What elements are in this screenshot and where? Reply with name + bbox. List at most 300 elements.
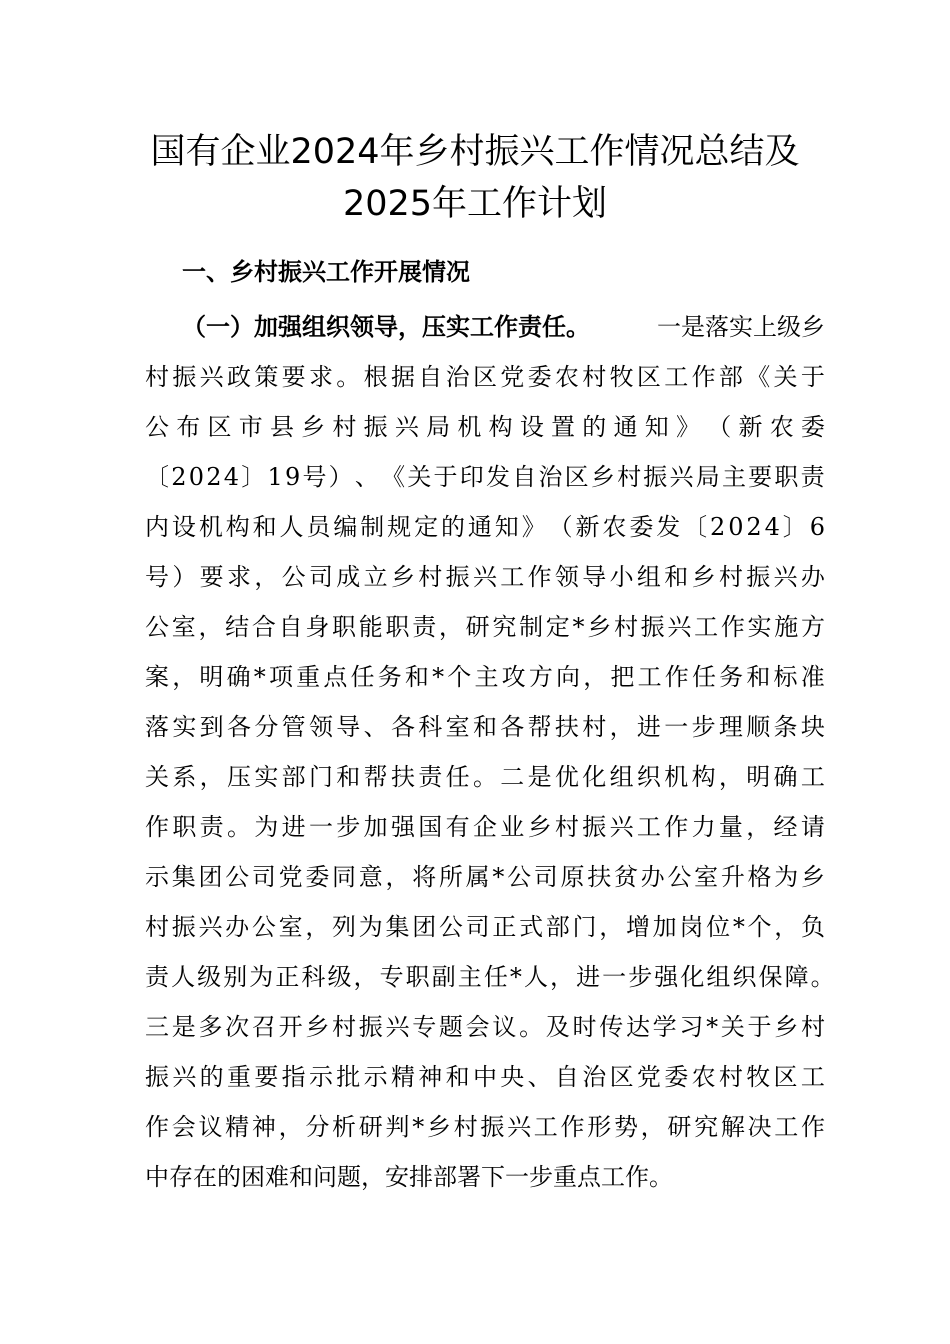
paragraph-character: *	[509, 963, 522, 991]
paragraph-character: 兴	[773, 563, 798, 591]
paragraph-character: 兴	[472, 563, 497, 591]
paragraph-character: 请	[800, 813, 825, 841]
paragraph-character: 公	[145, 613, 169, 641]
paragraph-character: 准	[800, 663, 825, 691]
paragraph-character: 部	[718, 363, 743, 391]
paragraph-character: 治	[582, 1063, 607, 1091]
paragraph-character: ，	[172, 663, 197, 691]
paragraph-character: 职	[405, 963, 430, 991]
paragraph-character: 责	[418, 763, 443, 791]
paragraph-character: 是	[171, 1013, 196, 1041]
paragraph-character: 区	[207, 413, 232, 441]
paragraph-character: 向	[556, 663, 580, 691]
paragraph-character: 自	[512, 463, 537, 491]
paragraph-character: 研	[667, 1113, 692, 1141]
paragraph-character: 个	[747, 913, 772, 941]
paragraph-character: 关	[773, 363, 798, 391]
paragraph-character: 强	[654, 963, 679, 991]
paragraph-character: 职	[774, 463, 799, 491]
paragraph-character: 村	[332, 413, 357, 441]
paragraph-character: 团	[412, 913, 437, 941]
paragraph-character: 力	[691, 813, 716, 841]
paragraph-character: 织	[732, 963, 757, 991]
paragraph-character: 和	[445, 1063, 470, 1091]
paragraph-character: 时	[572, 1013, 597, 1041]
paragraph-character: 各	[226, 713, 251, 741]
paragraph-character: 作	[527, 563, 552, 591]
paragraph-character: 乡	[774, 1013, 799, 1041]
paragraph-character: ，	[353, 963, 378, 991]
paragraph-character: 格	[747, 863, 772, 891]
paragraph-character: 障	[784, 963, 809, 991]
paragraph-character: 部	[545, 913, 570, 941]
paragraph-character: ，	[254, 563, 279, 591]
paragraph-character: 通	[467, 513, 492, 541]
paragraph-character: 主	[474, 663, 499, 691]
paragraph-character: 村	[718, 1063, 743, 1091]
paragraph-character: 室	[171, 613, 196, 641]
paragraph-character: 兴	[609, 813, 634, 841]
paragraph-character: 振	[445, 563, 470, 591]
paragraph-character: 县	[269, 413, 294, 441]
paragraph-character: 乡	[426, 1113, 451, 1141]
paragraph-character: 求	[226, 563, 251, 591]
paragraph-line: 中存在的困难和问题，安排部署下一步重点工作。	[145, 1163, 673, 1191]
paragraph-character: 贫	[613, 863, 638, 891]
paragraph-character: 公	[281, 563, 306, 591]
paragraph-body	[145, 302, 835, 1202]
paragraph-character: 开	[278, 1013, 303, 1041]
paragraph-character: *	[706, 1013, 719, 1041]
paragraph-character: 方	[528, 663, 553, 691]
paragraph-character: 9	[284, 463, 301, 491]
paragraph-character: 作	[720, 613, 745, 641]
paragraph-character: 一	[664, 713, 689, 741]
paragraph-character: 据	[390, 363, 415, 391]
paragraph-character: 央	[500, 1063, 525, 1091]
paragraph-character: 点	[323, 663, 348, 691]
paragraph-character: （	[707, 413, 732, 441]
paragraph-character: 门	[572, 913, 597, 941]
paragraph-character: 编	[333, 513, 358, 541]
paragraph-character: 村	[800, 1013, 825, 1041]
paragraph-character: 振	[145, 1063, 169, 1091]
paragraph-character: 办	[640, 863, 665, 891]
paragraph-line	[145, 852, 825, 902]
paragraph-character: 市	[238, 413, 263, 441]
paragraph-character: 究	[694, 1113, 719, 1141]
paragraph-character: 农	[769, 413, 794, 441]
paragraph-character: 神	[251, 1113, 276, 1141]
paragraph-character: 作	[560, 1113, 585, 1141]
paragraph-character: ，	[278, 1113, 303, 1141]
paragraph-character: 把	[610, 663, 635, 691]
paragraph-character: 要	[254, 1063, 279, 1091]
paragraph-character: 党	[278, 863, 303, 891]
paragraph-character: 方	[800, 613, 825, 641]
paragraph-character: 化	[680, 963, 705, 991]
paragraph-character: 示	[363, 1063, 388, 1091]
paragraph-character: 乡	[301, 413, 326, 441]
paragraph-character: ，	[718, 763, 743, 791]
paragraph-character: 构	[488, 413, 513, 441]
paragraph-character: 究	[492, 613, 517, 641]
paragraph-character: 加	[652, 913, 677, 941]
paragraph-character: 责	[412, 613, 437, 641]
paragraph-character: ）	[172, 563, 197, 591]
paragraph-character: 扶	[587, 863, 612, 891]
paragraph-character: 属	[465, 863, 490, 891]
paragraph-character: 公	[251, 913, 276, 941]
paragraph-character: 解	[720, 1113, 745, 1141]
paragraph-character: 判	[385, 1113, 410, 1141]
paragraph-line	[145, 802, 825, 852]
paragraph-text: 一是落实上级乡	[657, 313, 825, 341]
paragraph-character: 集	[385, 913, 410, 941]
paragraph-character: 关	[720, 1013, 745, 1041]
paragraph-character: 制	[519, 613, 544, 641]
paragraph-character: 根	[363, 363, 388, 391]
paragraph-character: ，	[550, 963, 574, 991]
paragraph-character: 乡	[527, 813, 552, 841]
paragraph-character: 工	[774, 1113, 799, 1141]
paragraph-character: 局	[695, 463, 720, 491]
paragraph-character: 达	[625, 1013, 650, 1041]
paragraph-character: 帮	[363, 763, 388, 791]
paragraph-character: 位	[706, 913, 731, 941]
paragraph-character: 作	[800, 1113, 825, 1141]
paragraph-character: 二	[500, 763, 525, 791]
paragraph-character: 为	[249, 963, 274, 991]
paragraph-character: 发	[485, 463, 510, 491]
paragraph-character: 2	[171, 463, 187, 491]
paragraph-character: 务	[719, 663, 744, 691]
paragraph-character: 集	[171, 863, 196, 891]
paragraph-character: 0	[188, 463, 204, 491]
paragraph-character: 区	[609, 1063, 634, 1091]
paragraph-character: 是	[527, 763, 552, 791]
paragraph-character: 农	[602, 513, 627, 541]
paragraph-character: 强	[390, 813, 415, 841]
paragraph-line	[145, 952, 835, 1002]
paragraph-character: 小	[609, 563, 634, 591]
paragraph-character: 主	[721, 463, 746, 491]
paragraph-character: 兴	[198, 913, 223, 941]
paragraph-character: 重	[296, 663, 321, 691]
paragraph-character: 岗	[679, 913, 704, 941]
paragraph-character: 增	[625, 913, 650, 941]
paragraph-character: 意	[358, 863, 383, 891]
paragraph-character: 兴	[507, 1113, 532, 1141]
paragraph-character: 扶	[390, 763, 415, 791]
paragraph-line	[145, 602, 825, 652]
paragraph-character: 导	[336, 713, 361, 741]
paragraph-character: 工	[800, 763, 825, 791]
paragraph-character: 责	[800, 463, 825, 491]
paragraph-character: 任	[483, 963, 508, 991]
paragraph-character: 次	[225, 1013, 250, 1041]
paragraph-character: 进	[281, 813, 306, 841]
paragraph-character: 重	[226, 1063, 251, 1091]
paragraph-character: 职	[385, 613, 410, 641]
paragraph-character: 治	[538, 463, 563, 491]
paragraph-character: 形	[587, 1113, 612, 1141]
paragraph-character: 。	[472, 763, 497, 791]
paragraph-character: 一	[308, 813, 333, 841]
paragraph-character: 为	[774, 863, 799, 891]
paragraph-character: 于	[747, 1013, 772, 1041]
paragraph-character: 职	[332, 613, 357, 641]
paragraph-character: 、	[527, 1063, 552, 1091]
paragraph-character: 会	[171, 1113, 196, 1141]
paragraph-character: 业	[500, 813, 525, 841]
paragraph-character: 构	[691, 763, 716, 791]
paragraph-character: 4	[223, 463, 239, 491]
paragraph-character: 关	[407, 463, 432, 491]
paragraph-character: 和	[336, 763, 361, 791]
paragraph-character: 和	[404, 663, 429, 691]
paragraph-character: 明	[199, 663, 224, 691]
paragraph-character: 定	[545, 613, 570, 641]
paragraph-character: 自	[278, 613, 303, 641]
paragraph-character: 人	[171, 963, 196, 991]
paragraph-character: 于	[433, 463, 458, 491]
paragraph-character: 区	[564, 463, 589, 491]
paragraph-character: 号	[145, 563, 169, 591]
paragraph-character: 落	[145, 713, 169, 741]
paragraph-character: ，	[198, 613, 223, 641]
paragraph-character: 村	[554, 813, 579, 841]
paragraph-character: 成	[336, 563, 361, 591]
paragraph-character: 研	[358, 1113, 383, 1141]
paragraph-character: 关	[145, 763, 169, 791]
paragraph-line	[145, 352, 825, 402]
paragraph-character: 委	[664, 1063, 689, 1091]
paragraph-character: 振	[172, 363, 197, 391]
paragraph-character: 。	[226, 813, 251, 841]
paragraph-character: 党	[500, 363, 525, 391]
paragraph-character: 〔	[683, 513, 708, 541]
paragraph-character: 作	[664, 813, 689, 841]
paragraph-character: 区	[773, 1063, 798, 1091]
paragraph-character: 要	[199, 563, 224, 591]
paragraph-character: ，	[599, 913, 624, 941]
paragraph-character: *	[412, 1113, 425, 1141]
paragraph-character: 管	[281, 713, 306, 741]
paragraph-character: 知	[644, 413, 669, 441]
paragraph-character: 量	[718, 813, 743, 841]
paragraph-character: 振	[363, 413, 388, 441]
paragraph-character: 司	[533, 863, 558, 891]
paragraph-character: 区	[636, 363, 661, 391]
paragraph-character: 级	[197, 963, 222, 991]
paragraph-character: ，	[640, 1113, 665, 1141]
paragraph-character: 织	[636, 763, 661, 791]
paragraph-character: 有	[445, 813, 470, 841]
paragraph-character: 各	[500, 713, 525, 741]
paragraph-character: 和	[746, 663, 771, 691]
paragraph-character: ，	[438, 613, 463, 641]
paragraph-character: 门	[308, 763, 333, 791]
paragraph-character: 任	[445, 763, 470, 791]
paragraph-character: 到	[199, 713, 224, 741]
paragraph-character: 及	[545, 1013, 570, 1041]
paragraph-character: 布	[176, 413, 201, 441]
paragraph-character: 将	[412, 863, 437, 891]
paragraph-character: 作	[145, 1113, 169, 1141]
paragraph-character: 精	[225, 1113, 250, 1141]
paragraph-line	[145, 1002, 825, 1052]
paragraph-character: 自	[418, 363, 443, 391]
paragraph-character: 、	[363, 713, 388, 741]
paragraph-character: 多	[198, 1013, 223, 1041]
paragraph-character: 。	[336, 363, 361, 391]
paragraph-character: 示	[145, 863, 169, 891]
paragraph-character: 村	[418, 563, 443, 591]
paragraph-character: 标	[773, 663, 798, 691]
paragraph-character: 〕	[782, 513, 807, 541]
paragraph-character: 工	[500, 563, 525, 591]
paragraph-character: 步	[628, 963, 653, 991]
paragraph-character: 级	[327, 963, 352, 991]
paragraph-character: 村	[718, 563, 743, 591]
paragraph-character: 印	[459, 463, 484, 491]
paragraph-character: 新	[738, 413, 763, 441]
paragraph-character: 》	[521, 513, 546, 541]
paragraph-character: 负	[800, 913, 825, 941]
paragraph-character: 乡	[390, 563, 415, 591]
subsection-heading: （一）加强组织领导，压实工作责任。	[182, 312, 590, 341]
paragraph-character: 攻	[501, 663, 526, 691]
paragraph-character: 示	[308, 1063, 333, 1091]
paragraph-character: 2	[710, 513, 726, 541]
paragraph-character: 批	[336, 1063, 361, 1091]
paragraph-character: 机	[198, 513, 223, 541]
paragraph-character: 精	[390, 1063, 415, 1091]
paragraph-character: 副	[431, 963, 456, 991]
paragraph-character: 的	[440, 513, 465, 541]
paragraph-character: 工	[664, 363, 689, 391]
paragraph-character: 新	[575, 513, 600, 541]
paragraph-character: 组	[706, 963, 731, 991]
paragraph-character: 0	[728, 513, 744, 541]
paragraph-character: 室	[694, 863, 719, 891]
paragraph-character: 2	[206, 463, 222, 491]
paragraph-character: 国	[418, 813, 443, 841]
paragraph-character: 村	[582, 363, 607, 391]
paragraph-character: 村	[145, 913, 169, 941]
paragraph-character: 进	[636, 713, 661, 741]
paragraph-character: 专	[379, 963, 404, 991]
paragraph-character: 策	[254, 363, 279, 391]
paragraph-character: 题	[438, 1013, 463, 1041]
paragraph-character: 析	[332, 1113, 357, 1141]
paragraph-character: 办	[225, 913, 250, 941]
paragraph-character: ，	[385, 863, 410, 891]
paragraph-character: 振	[746, 563, 771, 591]
paragraph-character: 个	[447, 663, 472, 691]
paragraph-character: （	[548, 513, 573, 541]
paragraph-character: 传	[599, 1013, 624, 1041]
paragraph-character: 振	[582, 813, 607, 841]
paragraph-character: 召	[251, 1013, 276, 1041]
paragraph-character: 系	[172, 763, 197, 791]
paragraph-line	[145, 1102, 825, 1152]
paragraph-character: 分	[254, 713, 279, 741]
paragraph-character: 《	[381, 463, 406, 491]
paragraph-character: 构	[225, 513, 250, 541]
paragraph-character: ，	[609, 713, 634, 741]
paragraph-character: 司	[465, 913, 490, 941]
paragraph-character: 置	[551, 413, 576, 441]
paragraph-character: 专	[412, 1013, 437, 1041]
paragraph-character: 制	[360, 513, 385, 541]
paragraph-character: 为	[254, 813, 279, 841]
paragraph-character: 委	[305, 863, 330, 891]
paragraph-line	[145, 452, 825, 502]
paragraph-character: 神	[418, 1063, 443, 1091]
paragraph-character: 。	[519, 1013, 544, 1041]
paragraph-character: 明	[746, 763, 771, 791]
paragraph-character: 科	[301, 963, 326, 991]
paragraph-character: 党	[636, 1063, 661, 1091]
section-heading: 一、乡村振兴工作开展情况	[182, 257, 470, 286]
paragraph-character: 委	[527, 363, 552, 391]
paragraph-character: 工	[694, 613, 719, 641]
paragraph-character: 于	[800, 363, 825, 391]
paragraph-character: 发	[656, 513, 681, 541]
paragraph-character: 人	[279, 513, 304, 541]
paragraph-character: 村	[613, 613, 638, 641]
paragraph-character: *	[432, 663, 445, 691]
paragraph-character: 1	[267, 463, 283, 491]
paragraph-character: 自	[554, 1063, 579, 1091]
paragraph-character: 要	[748, 463, 773, 491]
paragraph-character: 正	[275, 963, 300, 991]
paragraph-character: 团	[198, 863, 223, 891]
paragraph-character: 步	[691, 713, 716, 741]
paragraph-character: 项	[268, 663, 293, 691]
paragraph-character: 领	[308, 713, 333, 741]
paragraph-character: ）	[328, 463, 353, 491]
paragraph-line	[145, 702, 825, 752]
paragraph-character: 理	[718, 713, 743, 741]
paragraph-character: 合	[251, 613, 276, 641]
paragraph-character: 为	[358, 913, 383, 941]
paragraph-character: 主	[457, 963, 482, 991]
paragraph-character: 化	[582, 763, 607, 791]
paragraph-character: 内	[145, 513, 169, 541]
paragraph-character: 乡	[587, 613, 612, 641]
paragraph-character: 的	[199, 1063, 224, 1091]
paragraph-character: 和	[664, 563, 689, 591]
paragraph-character: 正	[492, 913, 517, 941]
paragraph-character: 实	[747, 613, 772, 641]
paragraph-character: 公	[145, 413, 169, 441]
paragraph-line	[145, 402, 825, 452]
paragraph-character: 实	[172, 713, 197, 741]
paragraph-character: 室	[278, 913, 303, 941]
paragraph-character: 振	[640, 613, 665, 641]
paragraph-character: 导	[582, 563, 607, 591]
paragraph-character: 各	[390, 713, 415, 741]
paragraph-character: 和	[252, 513, 277, 541]
paragraph-character: 。	[810, 963, 835, 991]
paragraph-character: 企	[472, 813, 497, 841]
paragraph-character: 学	[652, 1013, 677, 1041]
paragraph-character: 案	[145, 663, 169, 691]
paragraph-character: 农	[554, 363, 579, 391]
